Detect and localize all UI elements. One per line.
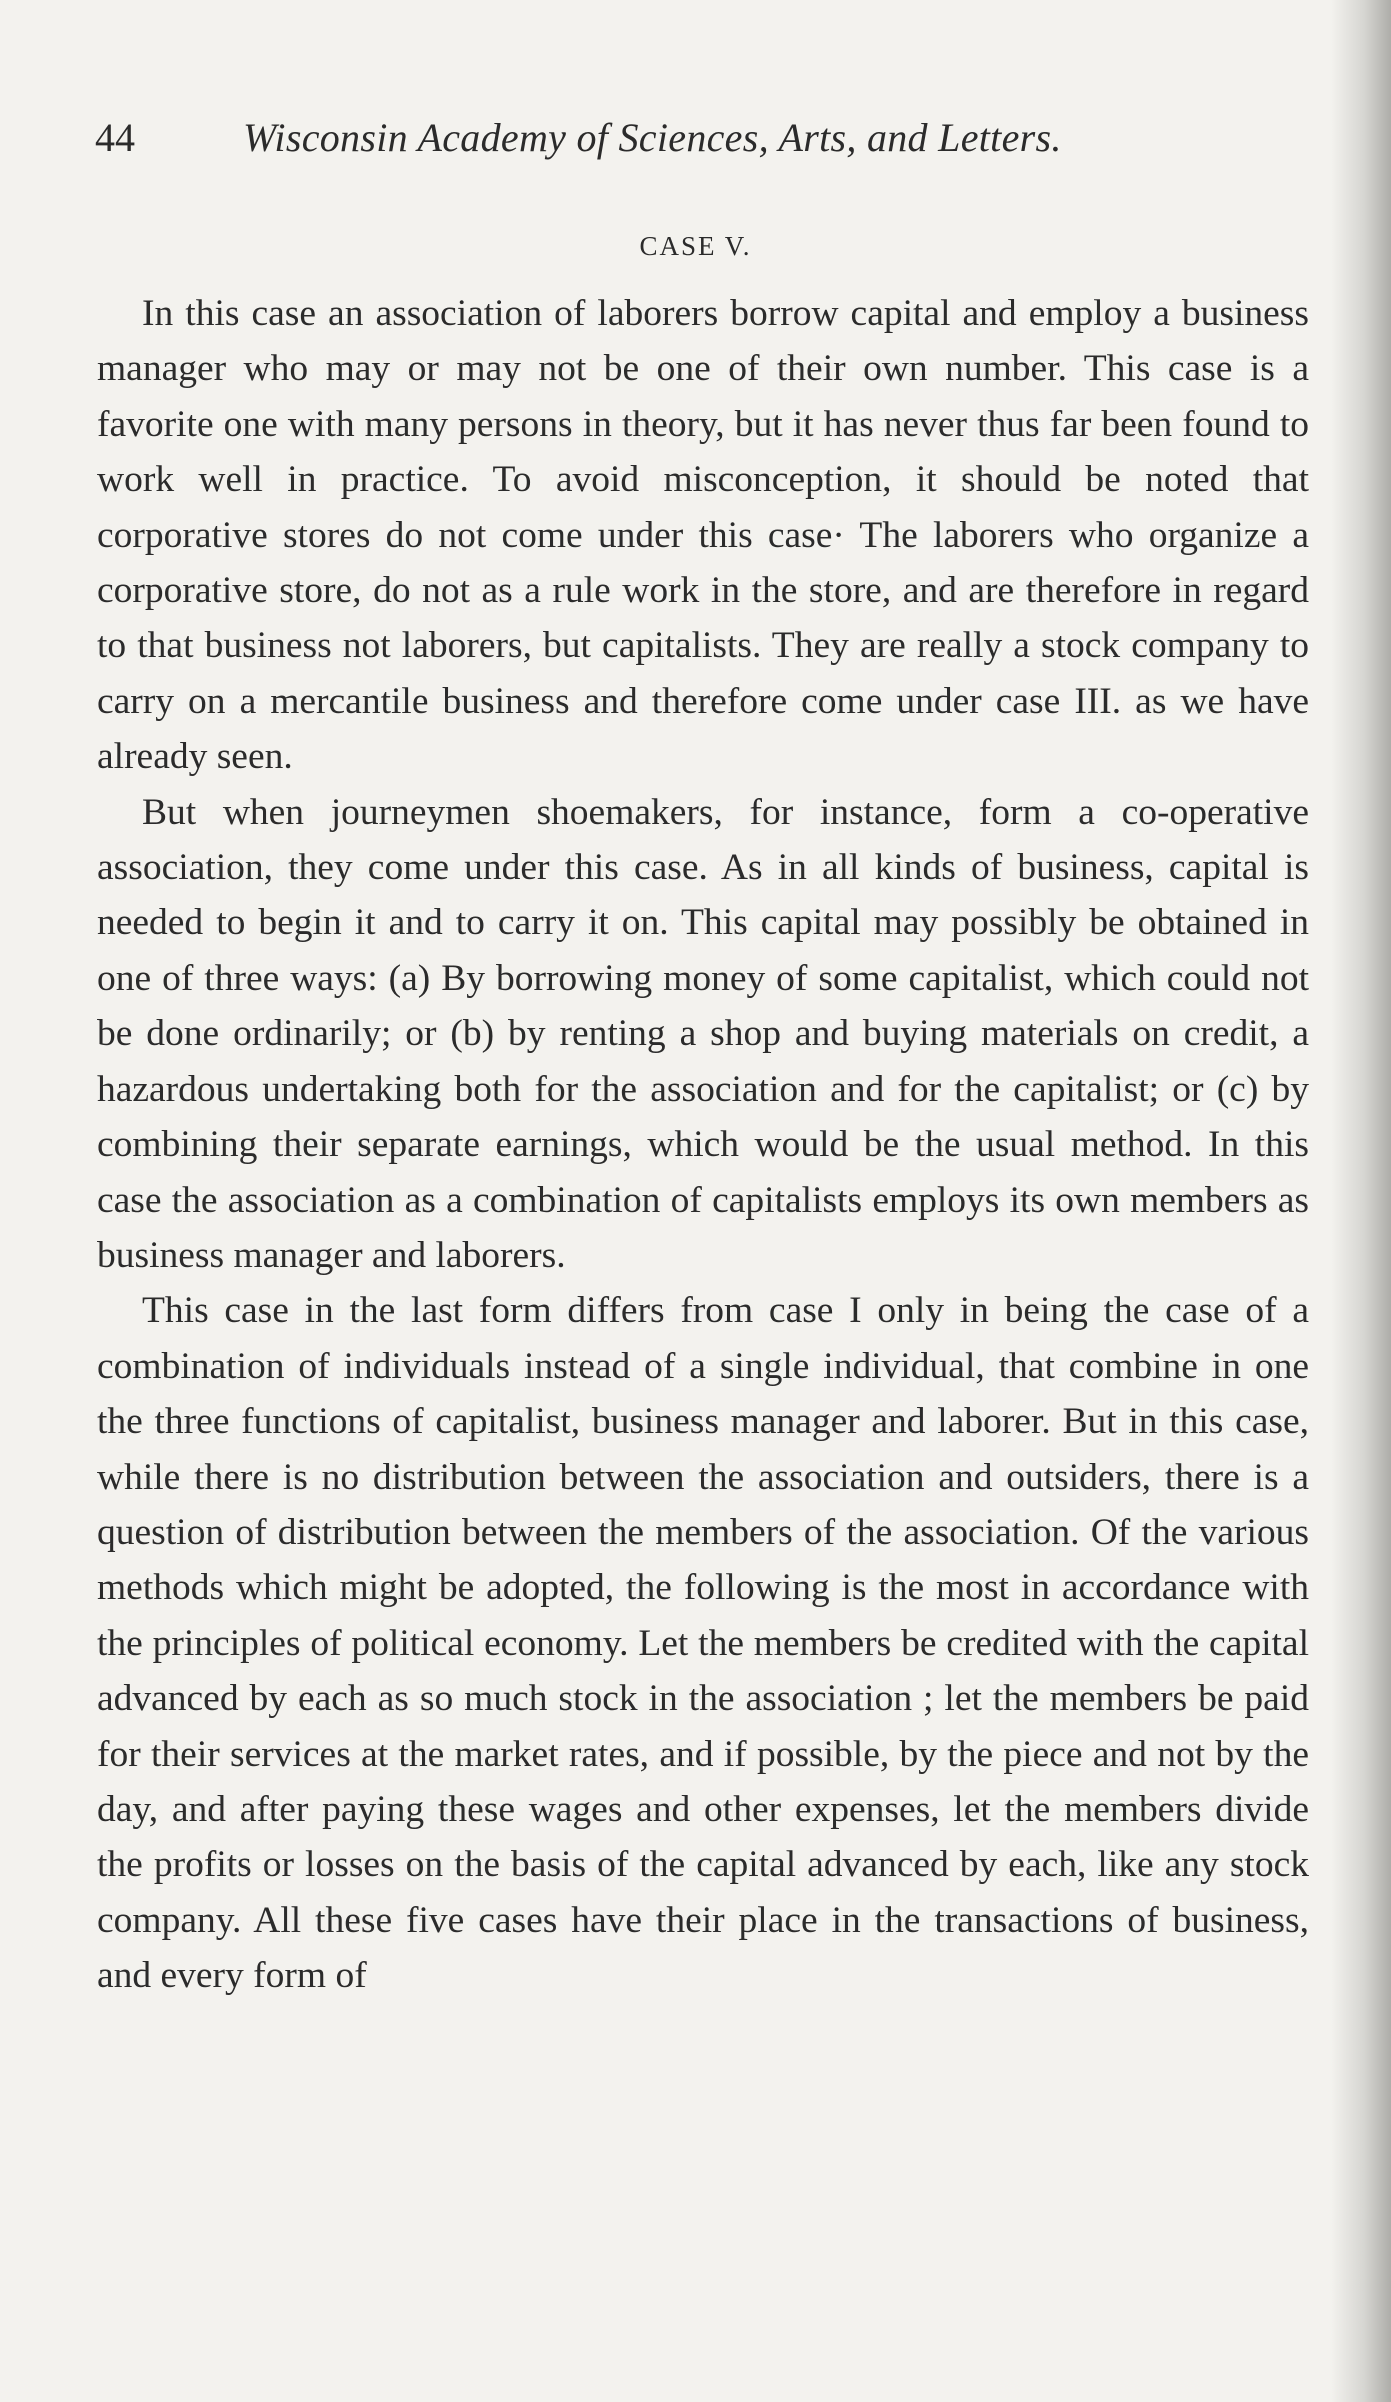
paragraph: This case in the last form differs from case I only in being the case of a combination of individuals instead of a single individual, that combine in one the three functions of capitalist, business manager and laborer. But in this case, while there is no distribution between the association and outsiders, there is a question of distribution between the members of the association. Of the various methods which might be adopted, the following is the most in accordance with the principles of political economy. Let the members be credited with the capital advanced by each as so much stock in the association ; let the members be paid for their services at the market rates, and if possible, by the piece and not by the day, and after paying these wages and other expenses, let the members divide the profits or losses on the basis of the capital advanced by each, like any stock company. All these five cases have their place in the transactions of business, and every form of	[97, 1290, 1309, 1997]
body-text	[97, 286, 1309, 2004]
paragraph: In this case an association of laborers borrow capital and employ a business manager who may or may not be one of their own number. This case is a favorite one with many persons in theory, but it has never thus far been found to work well in practice. To avoid misconception, it should be noted that corporative stores do not come under this case· The laborers who organize a corporative store, do not as a rule work in the store, and are therefore in regard to that business not laborers, but capitalists. They are really a stock company to carry on a mercantile business and therefore come under case III. as we have already seen.	[97, 293, 1309, 778]
running-head	[95, 108, 1325, 168]
page-edge-shadow	[1331, 0, 1391, 2402]
section-heading: CASE V.	[639, 231, 752, 261]
paragraph: But when journeymen shoemakers, for instance, form a co-operative association, they come under this case. As in all kinds of business, capital is needed to begin it and to carry it on. This capital may possibly be obtained in one of three ways: (a) By borrowing money of some capitalist, which could not be done ordinarily; or (b) by renting a shop and buying materials on credit, a hazardous undertaking both for the association and for the capitalist; or (c) by combining their separate earnings, which would be the usual method. In this case the association as a combination of capitalists employs its own members as business manager and laborers.	[97, 791, 1309, 1276]
journal-title: Wisconsin Academy of Sciences, Arts, and Letters.	[243, 115, 1062, 160]
page-number: 44	[95, 115, 135, 160]
